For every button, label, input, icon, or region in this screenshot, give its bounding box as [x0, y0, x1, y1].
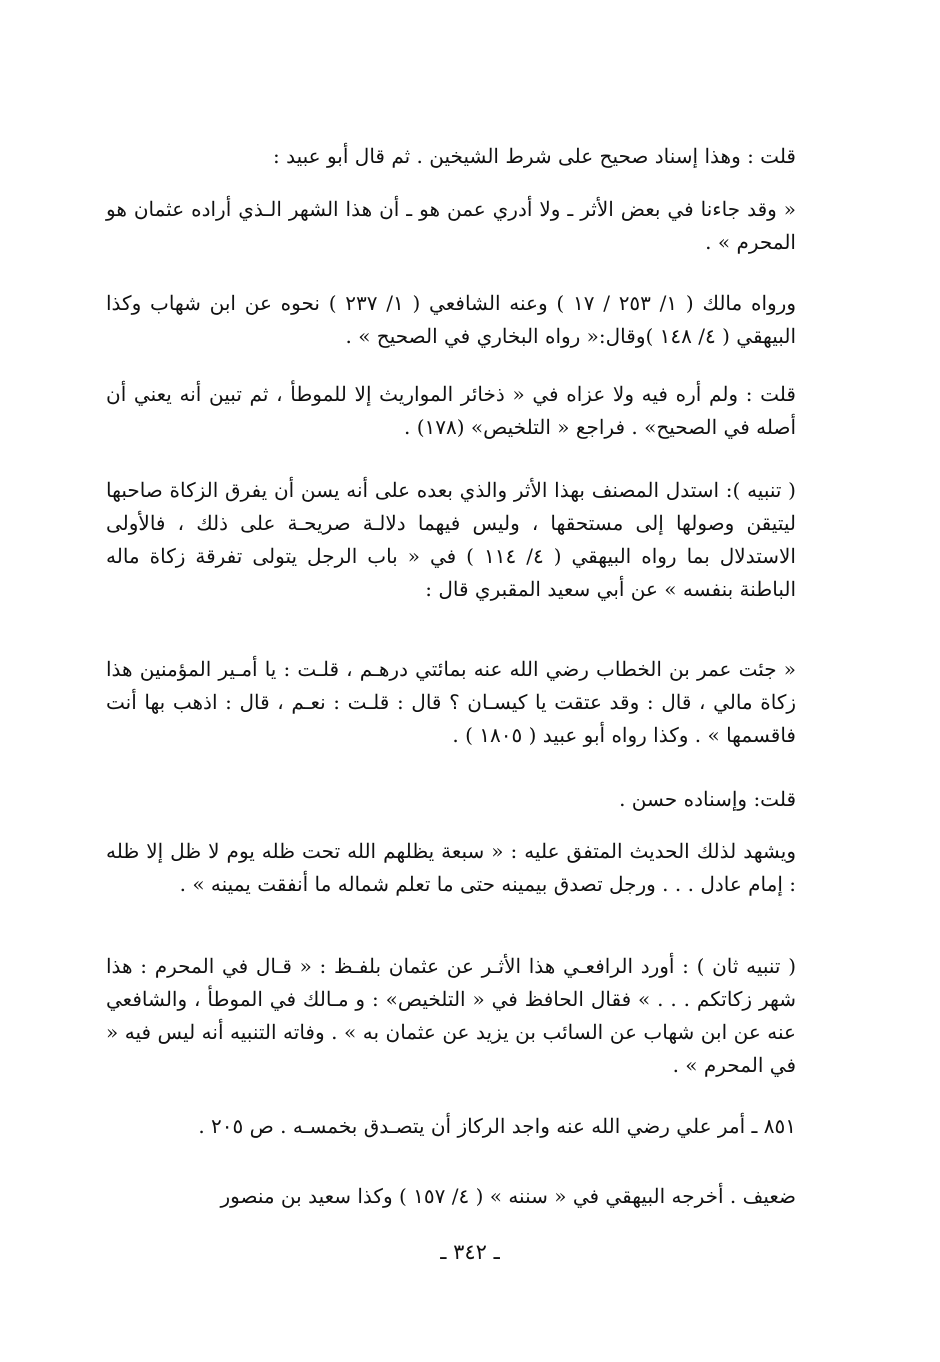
- paragraph: [106, 653, 796, 752]
- paragraph: [106, 287, 796, 353]
- paragraph: [106, 140, 796, 173]
- paragraph-text: ( تنبيه ثان ) : أورد الرافعـي هذا الأثـر عن عثمان بلفـظ : « قـال في المحرم : هذا شهر زكاتكم . . . » فقال الحافظ في « التلخيص» : و مـالك في الموطأ ، والشافعي عنه عن ابن شهاب عن السائب بن يزيد عن عثمان به » . وفاته التنبيه أنه ليس فيه « في المحرم » .: [106, 954, 796, 1077]
- paragraph: [106, 950, 796, 1082]
- paragraph: [106, 193, 796, 259]
- paragraph: [106, 835, 796, 901]
- paragraph-text: ( تنبيه ): استدل المصنف بهذا الأثر والذي بعده على أنه يسن أن يفرق الزكاة صاحبها ليتيقن وصولها إلى مستحقها ، وليس فيهما دلالـة صريحـة على ذلك ، فالأولى الاستدلال بما رواه البيهقي ( ٤/ ١١٤ ) في « باب الرجل يتولى تفرقة زكاة ماله الباطنة بنفسه » عن أبي سعيد المقبري قال :: [106, 478, 796, 601]
- paragraph: [106, 474, 796, 606]
- paragraph: [106, 1180, 796, 1213]
- paragraph-text: ضعيف . أخرجه البيهقي في « سننه » ( ٤/ ١٥٧ ) وكذا سعيد بن منصور: [220, 1184, 796, 1208]
- paragraph-text: ورواه مالك ( ١/ ٢٥٣ / ١٧ ) وعنه الشافعي ( ١/ ٢٣٧ ) نحوه عن ابن شهاب وكذا البيهقي ( ٤/ ١٤٨ )وقال:« رواه البخاري في الصحيح » .: [106, 291, 797, 348]
- paragraph-text: قلت: وإسناده حسن .: [619, 787, 796, 811]
- paragraph: [106, 378, 796, 444]
- paragraph-text: ٨٥١ ـ أمر علي رضي الله عنه واجد الركاز أن يتصـدق بخمسـه . ص ٢٠٥ .: [198, 1114, 796, 1138]
- paragraph: [106, 1110, 796, 1143]
- paragraph-text: قلت : ولم أره فيه ولا عزاه في « ذخائر المواريث إلا للموطأ ، ثم تبين أنه يعني أن أصله في الصحيح» . فراجع « التلخيص» (١٧٨) .: [106, 382, 796, 439]
- page-number: ـ ٣٤٢ ـ: [440, 1240, 500, 1264]
- paragraph-text: « جئت عمر بن الخطاب رضي الله عنه بمائتي درهـم ، قلـت : يا أمـير المؤمنين هذا زكاة مالي ، قال : وقد عتقت يا كيسـان ؟ قال : قلـت : نعـم ، قال : اذهب بها أنت فاقسمها » . وكذا رواه أبو عبيد ( ١٨٠٥ ) .: [106, 657, 796, 747]
- paragraph-text: قلت : وهذا إسناد صحيح على شرط الشيخين . ثم قال أبو عبيد :: [273, 144, 796, 168]
- paragraph-text: ويشهد لذلك الحديث المتفق عليه : « سبعة يظلهم الله تحت ظله يوم لا ظل إلا ظله : إمام عادل . . . ورجل تصدق بيمينه حتى ما تعلم شماله ما أنفقت يمينه » .: [106, 839, 796, 896]
- paragraph: [106, 783, 796, 816]
- paragraph-text: « وقد جاءنا في بعض الأثر ـ ولا أدري عمن هو ـ أن هذا الشهر الـذي أراده عثمان هو المحرم » .: [106, 197, 796, 254]
